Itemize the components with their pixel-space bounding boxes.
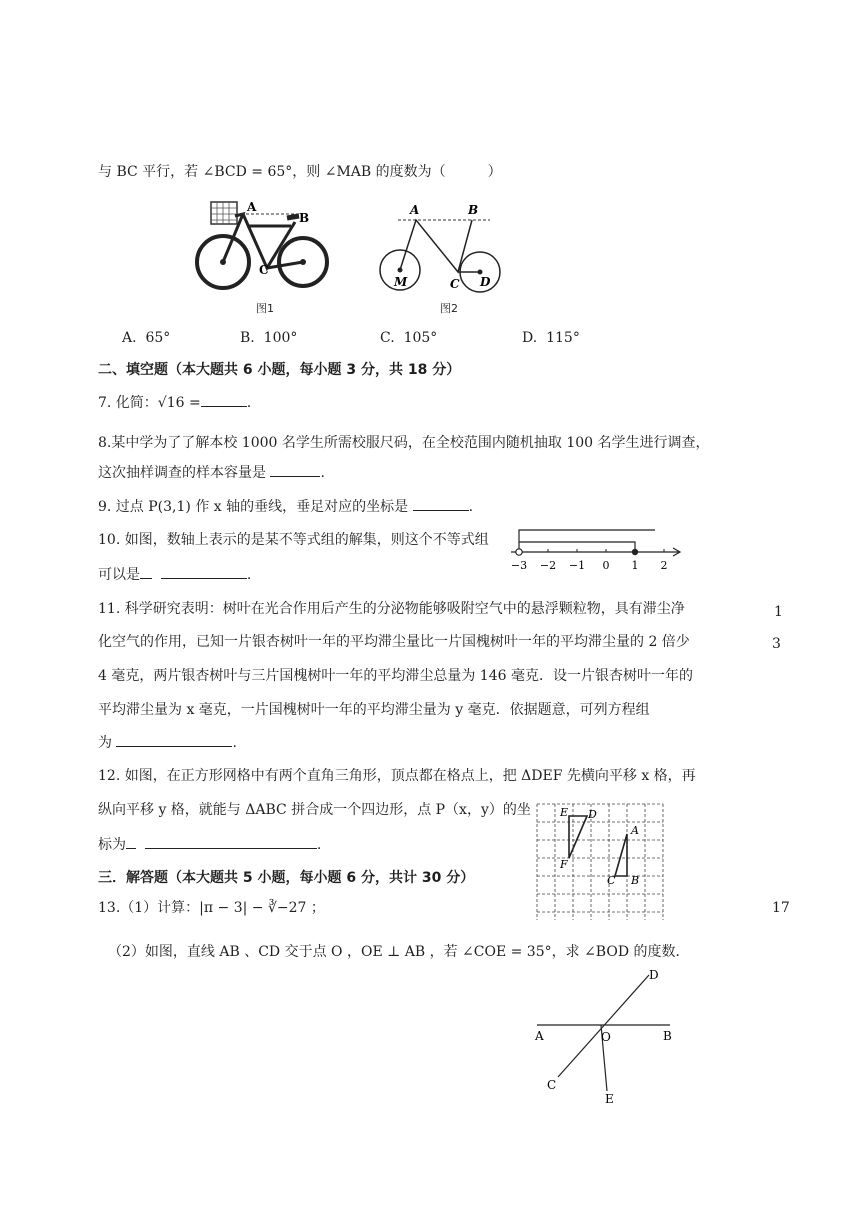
lines-label-c: C	[547, 1078, 557, 1092]
q6-option-d: D. 115°	[522, 330, 580, 346]
schematic-label-b: B	[468, 203, 479, 217]
margin-mark: 17	[772, 900, 790, 916]
q11-line1: 11. 科学研究表明：树叶在光合作用后产生的分泌物能够吸附空气中的悬浮颗粒物，具有滞尘净	[98, 601, 685, 617]
q6-option-a: A. 65°	[122, 330, 171, 346]
q7-answer-blank[interactable]	[201, 392, 247, 407]
tick-label: 2	[660, 559, 668, 572]
section3-heading: 三．解答题（本大题共 5 小题，每小题 6 分，共计 30 分）	[98, 870, 475, 886]
lines-label-a: A	[535, 1029, 544, 1043]
q9-answer-blank[interactable]	[413, 496, 469, 511]
q11-line4: 平均滞尘量为 x 毫克，一片国槐树叶一年的平均滞尘量为 y 毫克．依据题意，可列方程组	[98, 702, 650, 718]
grid-label-a: A	[631, 824, 639, 837]
schematic-label-a: A	[410, 203, 420, 217]
q10-line2: 可以是 .	[98, 564, 251, 585]
q12-line3: 标为 .	[98, 834, 321, 855]
schematic-label-m: M	[394, 275, 408, 289]
margin-mark: 3	[772, 636, 781, 652]
section2-heading: 二、填空题（本大题共 6 小题，每小题 3 分，共 18 分）	[98, 362, 461, 378]
closed-point-marker	[632, 549, 638, 555]
bicycle-label-c: C	[259, 263, 269, 277]
grid-label-f: F	[560, 858, 568, 871]
lines-label-d: D	[649, 968, 659, 982]
q12-line1: 12. 如图，在正方形网格中有两个直角三角形，顶点都在格点上，把 ΔDEF 先横向平移 x 格，再	[98, 768, 696, 784]
q12-blank-lead	[126, 834, 136, 849]
q10-line1: 10. 如图，数轴上表示的是某不等式组的解集，则这个不等式组	[98, 532, 489, 548]
q6-question-tail: 与 BC 平行，若 ∠BCD = 65°，则 ∠MAB 的度数为（ ）	[98, 164, 502, 180]
q10-answer-blank[interactable]	[161, 564, 247, 579]
schematic-label-c: C	[450, 277, 460, 291]
lines-label-e: E	[605, 1092, 614, 1106]
figure2-caption: 图2	[440, 302, 458, 315]
q12-line2: 纵向平移 y 格，就能与 ΔABC 拼合成一个四边形，点 P（x，y）的坐	[98, 802, 531, 818]
grid-label-e: E	[560, 806, 569, 819]
schematic-figure	[372, 200, 512, 300]
q8-answer-blank[interactable]	[270, 462, 320, 477]
tick-label: −1	[568, 559, 586, 572]
bicycle-label-b: B	[299, 211, 310, 225]
q11-line2: 化空气的作用，已知一片银杏树叶一年的平均滞尘量比一片国槐树叶一年的平均滞尘量的 2 倍少	[98, 634, 690, 650]
grid-label-d: D	[588, 808, 597, 821]
q13-part2: （2）如图，直线 AB 、CD 交于点 O ，OE ⊥ AB ，若 ∠COE = 35°，求 ∠BOD 的度数．	[108, 944, 690, 960]
q11-line5: 为 .	[98, 732, 237, 753]
q8-line2: 这次抽样调查的样本容量是 .	[98, 462, 325, 483]
lines-label-b: B	[663, 1029, 672, 1043]
number-line-figure	[505, 522, 685, 574]
q11-answer-blank[interactable]	[116, 732, 232, 747]
grid-label-b: B	[631, 874, 640, 887]
margin-mark: 1	[774, 604, 783, 620]
q9: 9. 过点 P(3,1) 作 x 轴的垂线，垂足对应的坐标是 .	[98, 496, 473, 517]
q12-answer-blank[interactable]	[145, 834, 317, 849]
q11-line3: 4 毫克，两片银杏树叶与三片国槐树叶一年的平均滞尘总量为 146 毫克．设一片银杏树叶一年的	[98, 668, 693, 684]
grid-label-c: C	[607, 874, 616, 887]
tick-label: −3	[510, 559, 528, 572]
bicycle-label-a: A	[247, 200, 257, 214]
lines-label-o: O	[601, 1030, 611, 1044]
q6-option-c: C. 105°	[380, 330, 438, 346]
schematic-label-d: D	[480, 275, 491, 289]
q13-part1: 13.（1）计算：|π − 3| − ∛−27 ；	[98, 900, 325, 916]
triangle-grid-figure	[535, 800, 665, 924]
q6-option-b: B. 100°	[240, 330, 298, 346]
intersecting-lines-figure	[525, 965, 685, 1107]
tick-label: 0	[602, 559, 610, 572]
tick-label: 1	[631, 559, 639, 572]
tick-label: −2	[539, 559, 557, 572]
q7: 7. 化简：√16 = .	[98, 392, 251, 413]
q8-line1: 8.某中学为了了解本校 1000 名学生所需校服尺码，在全校范围内随机抽取 100 名学生进行调查，	[98, 435, 710, 451]
bicycle-figure	[195, 196, 335, 296]
q10-blank-lead	[140, 564, 152, 579]
open-point-marker	[516, 549, 522, 555]
figure1-caption: 图1	[256, 302, 274, 315]
